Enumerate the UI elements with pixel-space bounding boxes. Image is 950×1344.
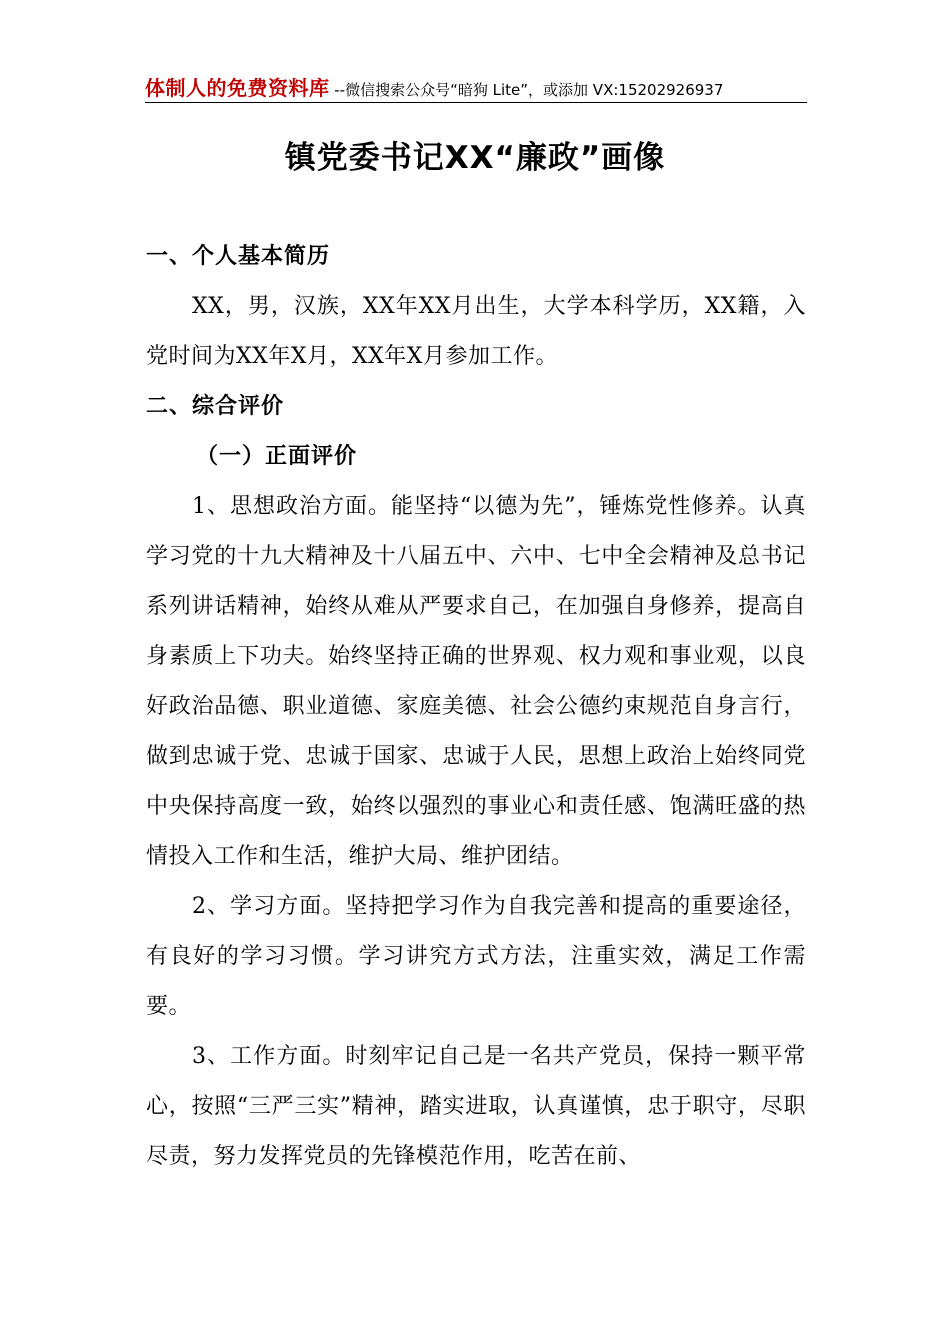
section-heading-evaluation: 二、综合评价 [146,394,285,419]
header-brand: 体制人的免费资料库 [145,76,330,100]
paragraph-work: 3、工作方面。时刻牢记自己是一名共产党员，保持一颗平常心，按照“三严三实”精神，踏实进取，认真谨慎，忠于职守，尽职尽责，努力发挥党员的先锋模范作用，吃苦在前、 [146,1044,806,1169]
paragraph-basic-resume: XX，男，汉族，XX年XX月出生，大学本科学历，XX籍，入党时间为XX年X月，XX年X月参加工作。 [146,294,806,369]
header-contact-note: --微信搜索公众号“暗狗 Lite”，或添加 VX:15202926937 [329,81,724,99]
document-body [146,232,806,1182]
watermark-header [145,72,807,103]
section-heading-basic-resume: 一、个人基本简历 [146,244,331,269]
paragraph-ideology-politics: 1、思想政治方面。能坚持“以德为先”，锤炼党性修养。认真学习党的十九大精神及十八届五中、六中、七中全会精神及总书记系列讲话精神，始终从难从严要求自己，在加强自身修养，提高自身素质上下功夫。始终坚持正确的世界观、权力观和事业观，以良好政治品德、职业道德、家庭美德、社会公德约束规范自身言行，做到忠诚于党、忠诚于国家、忠诚于人民，思想上政治上始终同党中央保持高度一致，始终以强烈的事业心和责任感、饱满旺盛的热情投入工作和生活，维护大局、维护团结。 [146,494,806,869]
paragraph-study: 2、学习方面。坚持把学习作为自我完善和提高的重要途径，有良好的学习习惯。学习讲究方式方法，注重实效，满足工作需要。 [146,894,806,1019]
subsection-heading-positive: （一）正面评价 [196,444,358,469]
document-title: 镇党委书记XX“廉政”画像 [284,140,666,176]
